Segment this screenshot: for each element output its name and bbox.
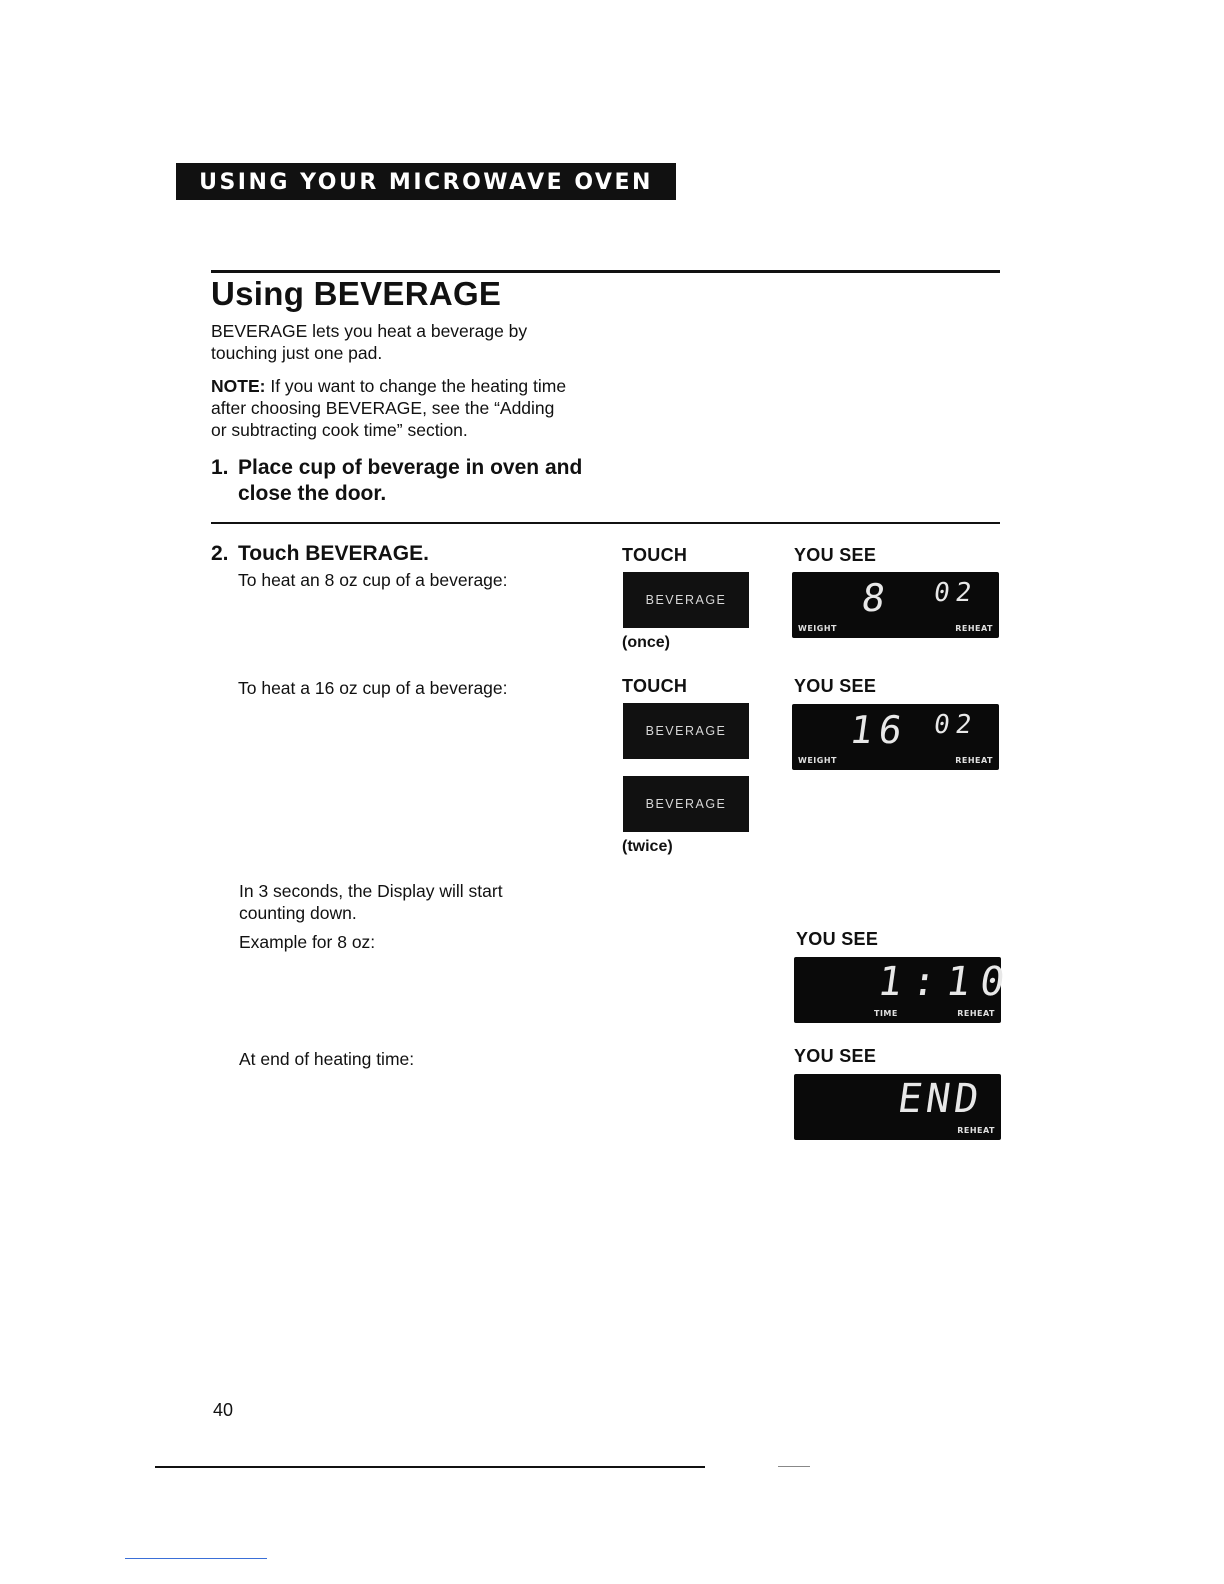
beverage-pad-first-touch[interactable]: BEVERAGE <box>623 703 749 759</box>
note-label: NOTE: <box>211 376 266 396</box>
touch-heading-1: TOUCH <box>622 545 688 565</box>
display-countdown-time-indicator: TIME <box>874 1009 898 1018</box>
instruction-end: At end of heating time: <box>239 1049 415 1069</box>
display-16oz-weight: 16 <box>846 708 911 752</box>
once-label: (once) <box>622 634 670 651</box>
display-16oz <box>792 704 999 770</box>
page-title: Using BEVERAGE <box>211 275 502 312</box>
instruction-heat-8oz: To heat an 8 oz cup of a beverage: <box>238 570 508 590</box>
display-8oz-weight-indicator: WEIGHT <box>798 624 837 633</box>
display-end <box>794 1074 1001 1140</box>
step-1 <box>211 455 591 507</box>
page-number: 40 <box>213 1400 234 1420</box>
instruction-countdown: In 3 seconds, the Display will start counting down. <box>239 881 503 923</box>
display-8oz <box>792 572 999 638</box>
title-rule <box>211 270 1000 273</box>
display-end-reheat-indicator: REHEAT <box>957 1126 995 1135</box>
section-banner: USING YOUR MICROWAVE OVEN <box>176 163 676 200</box>
beverage-pad-second-touch[interactable]: BEVERAGE <box>623 776 749 832</box>
twice-label: (twice) <box>622 838 673 855</box>
step-2 <box>211 541 591 567</box>
display-16oz-reheat-indicator: REHEAT <box>955 756 993 765</box>
display-8oz-reheat-count: 02 <box>931 578 980 608</box>
touch-heading-2: TOUCH <box>622 676 688 696</box>
display-8oz-weight: 8 <box>858 576 894 620</box>
you-see-heading-2: YOU SEE <box>794 676 877 696</box>
step-2-number: 2. <box>211 542 229 565</box>
display-16oz-reheat-count: 02 <box>931 710 980 740</box>
bottom-blue-rule <box>125 1558 267 1559</box>
you-see-heading-1: YOU SEE <box>794 545 877 565</box>
note-paragraph <box>211 375 573 441</box>
footer-rule <box>155 1466 705 1468</box>
you-see-heading-3: YOU SEE <box>796 929 879 949</box>
display-countdown-time: 1:10 <box>874 959 1018 1005</box>
display-countdown-reheat-indicator: REHEAT <box>957 1009 995 1018</box>
step-divider <box>211 522 1000 524</box>
note-text: If you want to change the heating time after choosing BEVERAGE, see the “Adding or subtracting cook time” section. <box>211 376 567 440</box>
you-see-heading-4: YOU SEE <box>794 1046 877 1066</box>
step-1-number: 1. <box>211 456 229 479</box>
instruction-example: Example for 8 oz: <box>239 932 376 952</box>
footer-rule-fragment <box>778 1466 810 1467</box>
instruction-heat-16oz: To heat a 16 oz cup of a beverage: <box>238 678 508 698</box>
step-1-text: Place cup of beverage in oven and close the door. <box>238 456 583 505</box>
step-2-text: Touch BEVERAGE. <box>238 542 429 565</box>
display-8oz-reheat-indicator: REHEAT <box>955 624 993 633</box>
beverage-pad-once[interactable]: BEVERAGE <box>623 572 749 628</box>
display-countdown <box>794 957 1018 1023</box>
display-16oz-weight-indicator: WEIGHT <box>798 756 837 765</box>
display-end-text: END <box>894 1076 986 1122</box>
intro-paragraph: BEVERAGE lets you heat a beverage by touching just one pad. <box>211 321 528 363</box>
